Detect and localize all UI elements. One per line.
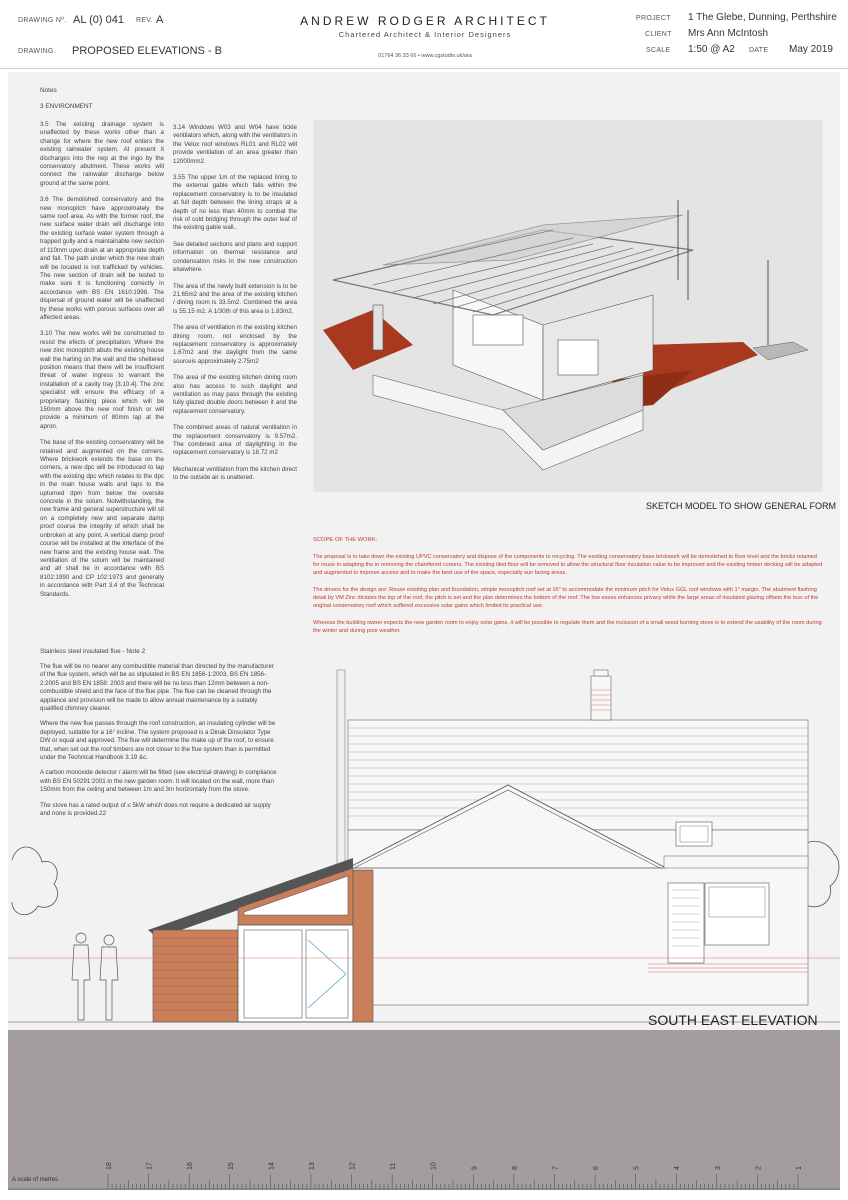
rev-label: REV. bbox=[136, 17, 153, 24]
note-paragraph: 3.10 The new works will be constructed to resist the efects of precipitation. Where the new zinc monopitch abuts the existing house wall the harling on the wall and the sheltered position means that there will be insufficient threat of water ingress to warrant the installation of a cavity tray [3.10.4]. The zinc specialist will ensure the efficacy of a proprietary flashing piece which will be 150mm above the new roof finish or will provide a minimum of 80mm lap at the apron. bbox=[40, 330, 164, 430]
notes-column-2 bbox=[173, 124, 297, 491]
elevation-caption: SOUTH EAST ELEVATION bbox=[648, 1012, 818, 1028]
scale-tick-label: 4 bbox=[674, 1166, 682, 1170]
client-label: CLIENT bbox=[645, 31, 672, 38]
date-value: May 2019 bbox=[789, 44, 833, 55]
project-label: PROJECT bbox=[636, 15, 671, 22]
note-paragraph: 3.6 The demolished conservatory and the new monopitch have approximately the same roof area. As with the former roof, the new surface water drain will discharge into the existing surface water system through a trapped gully and a maintainable new section of 110mm upvc drain at an appropriate depth and fall. The path under which the new drain will be located is not trafficked by vehicles. The new section of drain will be tested to make sure it is functioning correctly in accordance with BS EN 1610:1998. The dispersal of ground water will be unaffected by these works with porous surfaces over all affected areas. bbox=[40, 196, 164, 321]
scale-tick-label: 16 bbox=[187, 1162, 195, 1170]
scale-label: SCALE bbox=[646, 47, 671, 54]
note-paragraph: 3.14 Windows W03 and W04 have tickle ventilators which, along with the ventilators in the Velux roof windows RL01 and RL02 will provide ventilation of an area greater than 12000mm2. bbox=[173, 124, 297, 165]
notes-heading: Notes bbox=[40, 87, 57, 94]
flue-paragraph: A carbon monoxide detector / alarm will be fitted (see electrical drawing) in compliance with BS EN 50291:2001 in the new garden room. It will located on the wall, more than 150mm from the ceiling and between 1m and 3m horizontally from the stove. bbox=[40, 769, 277, 794]
note-paragraph: The base of the existing conservatory will be retained and augmented on the corners. Where brickwork extends the base on the corners, a new dpc will be introduced to lap with the existing dpc which relates to the dpc in the main house walls and laps to the upturned dpm from below the oversite concrete in the solum. Notwithstanding, the new frame and general superstructure will sit on a completely new and separate damp proof course the integrity of which shall be unbroken at any point. A vertical damp proof course will be installed at the interface of the new frame and the existing house wall. The ventilation of the solum will be maintained and all shall be in accordance with BS 8102:1990 and CP 102:1973 and generally in accordance with Part 3.4 of the Technical Standards. bbox=[40, 439, 164, 598]
sketch-model-image bbox=[313, 120, 823, 492]
scale-value: 1:50 @ A2 bbox=[688, 44, 735, 55]
note-paragraph: The area of ventilation in the existing kitchen dining room, not enclosed by the replacement conservatory is approximately 1.67m2 and the daylight from the same sourceis approximately 2.75m2 bbox=[173, 324, 297, 365]
scale-tick-label: 17 bbox=[146, 1162, 154, 1170]
scale-tick-label: 1 bbox=[796, 1166, 803, 1170]
scope-paragraph: The proposal is to take down the existing UPVC conservatory and dispose of the components to recycling. The exsiting conservatory base brickwork will be demolished to floor level and the bricks retained for reuse in adapting the in removing the chamfered corners. The existing tiled floor will be removed to allow the structural floor insulation value to be improved and the existing timber decking will be adapted and augmented to improve access and to make the best use of the space, especially sun facing areas. bbox=[313, 554, 823, 576]
scale-tick-label: 5 bbox=[633, 1166, 641, 1170]
note-paragraph: 3.5 The existing drainage system is unaffected by these works other than a change for where the new roof enters the existing rainwater system. At present it discharges into the rwp at the ingo by the conservatory abutment. These works will connect the rainwater discharge below ground at the same point. bbox=[40, 121, 164, 187]
flue-heading: Stainless steel insulated flue - Note 2 bbox=[40, 648, 146, 655]
scale-tick-label: 8 bbox=[511, 1166, 519, 1170]
scale-bar bbox=[8, 1160, 840, 1190]
note-paragraph: Mechanical ventilation from the kitchen direct to the outside air is unaltered. bbox=[173, 465, 297, 482]
sketch-model-drawing bbox=[313, 120, 823, 492]
firm-subtitle: Chartered Architect & Interior Designers bbox=[338, 30, 512, 39]
drawing-title: PROPOSED ELEVATIONS - B bbox=[72, 45, 222, 57]
scope-paragraph: Whereas the building owner expects the new garden room to enjoy solar gains, it will be possible to regulate them and the inclusion of a small wood burning stove is to extend the usability of the room during the winter and during poor weather. bbox=[313, 620, 822, 634]
title-block bbox=[0, 0, 848, 69]
scale-bar-ticks bbox=[8, 1160, 840, 1190]
notes-section: 3 ENVIRONMENT bbox=[40, 103, 93, 110]
drawing-label: DRAWING. bbox=[18, 48, 56, 55]
scale-tick-label: 10 bbox=[430, 1162, 438, 1170]
scale-tick-label: 18 bbox=[106, 1162, 113, 1170]
scope-paragraph: The drivers for the design are: Reuse exisiting plan and foundation, simple monopitch roof set at 16° to accommodate the minimum pitch for Velux GGL roof windows with 1° margin. The abutment flashing detail by VM Zinc dictates the top of the roof, the pitch is set and the plan determines the bottom of the roof. The low eaves enhances privacy while the large areas of insulated glazing offsets the loss of the original conservatory roof which suffered excessive solar gains which limited its practical use. bbox=[313, 587, 819, 609]
flue-paragraph: The flue will be no nearer any combustible material than directed by the manufacturer of the flue system, which will be as stipulated in BS EN 1856-1:2003, BS EN 1856-2:2005 and BS EN 1858: 2003 and there will be no less than 12mm between a non-combustible shield and the face of the flue pipe. The flue can be cleaned through the appliance and provision will be made to allow annual maintenance by a suitably qualified chimney cleaner. bbox=[40, 663, 274, 713]
firm-name: ANDREW RODGER ARCHITECT bbox=[300, 14, 550, 28]
scale-tick-label: 6 bbox=[593, 1166, 601, 1170]
south-east-elevation-drawing bbox=[8, 640, 840, 1040]
note-paragraph: The area of the existing kitchen dining room also has access to such daylight and ventilation as may pass through the existing fully glazed double doors between it and the replacement conservatory. bbox=[173, 374, 297, 415]
drawing-no-label: DRAWING Nº. bbox=[18, 17, 67, 24]
scale-tick-label: 3 bbox=[714, 1166, 722, 1170]
note-paragraph: See detailed sections and plans and support information on thermal resistance and condensation risks in the new construction elsewhere. bbox=[173, 240, 297, 274]
note-paragraph: The area of the newly built extension is to be 21.65m2 and the area of the existing kitchen / dining room is 33.5m2. Combined the area is 55.15 m2. A 1/30th of this area is 1.83m2. bbox=[173, 282, 297, 315]
sketch-caption: SKETCH MODEL TO SHOW GENERAL FORM bbox=[646, 501, 837, 511]
drawing-no: AL (0) 041 bbox=[73, 14, 124, 26]
note-paragraph: The combined areas of natural ventilation in the replacement conservatory is 9.57m2. The combined area of daylighting in the replacement conservatory is 18.72 m2 bbox=[173, 424, 297, 457]
project-value: 1 The Glebe, Dunning, Perthshire bbox=[688, 12, 837, 23]
notes-column-1 bbox=[40, 121, 164, 607]
scale-tick-label: 15 bbox=[227, 1162, 235, 1170]
firm-block bbox=[300, 14, 550, 59]
date-label: DATE bbox=[749, 47, 769, 54]
scale-tick-label: 13 bbox=[308, 1162, 316, 1170]
scale-bar-label: A scale of metres bbox=[12, 1177, 59, 1183]
scale-tick-label: 2 bbox=[755, 1166, 763, 1170]
note-paragraph: 3.55 The upper 1m of the replaced lining to the external gable which falls within the replacement conservatory is to be insulated at full depth between the lining straps at a depth of no less than 40mm to combat the risk of cold bridging through the outer leaf of the existing gable wall.. bbox=[173, 174, 297, 232]
scope-of-work bbox=[313, 536, 823, 644]
client-value: Mrs Ann McIntosh bbox=[688, 28, 769, 39]
scale-tick-label: 11 bbox=[390, 1162, 398, 1170]
scope-heading: SCOPE OF THE WORK: bbox=[313, 537, 378, 543]
flue-paragraph: Where the new flue passes through the roof construction, an insulating cylinder will be deployed, suitable for a 16° incline. The system proposed is a Dinak Dinsulator Type DW or equal and approved. The flue will determine the make up of the roof, to ensure that, when set out the roof timbers are not closer to the flue system than is permitted under the Technical Handbook 3.19 &c. bbox=[40, 720, 276, 762]
firm-contact: 01764 36 33 66 • www.cgstudio.uk/ara bbox=[378, 53, 472, 59]
scale-tick-label: 12 bbox=[349, 1162, 357, 1170]
scale-tick-label: 9 bbox=[471, 1166, 479, 1170]
flue-paragraph: The stove has a rated output of ≤ 5kW which does not require a dedicated air supply and none is provided.22 bbox=[40, 801, 271, 818]
scale-tick-label: 14 bbox=[268, 1162, 276, 1170]
rev-value: A bbox=[156, 14, 164, 26]
scale-tick-label: 7 bbox=[552, 1166, 560, 1170]
